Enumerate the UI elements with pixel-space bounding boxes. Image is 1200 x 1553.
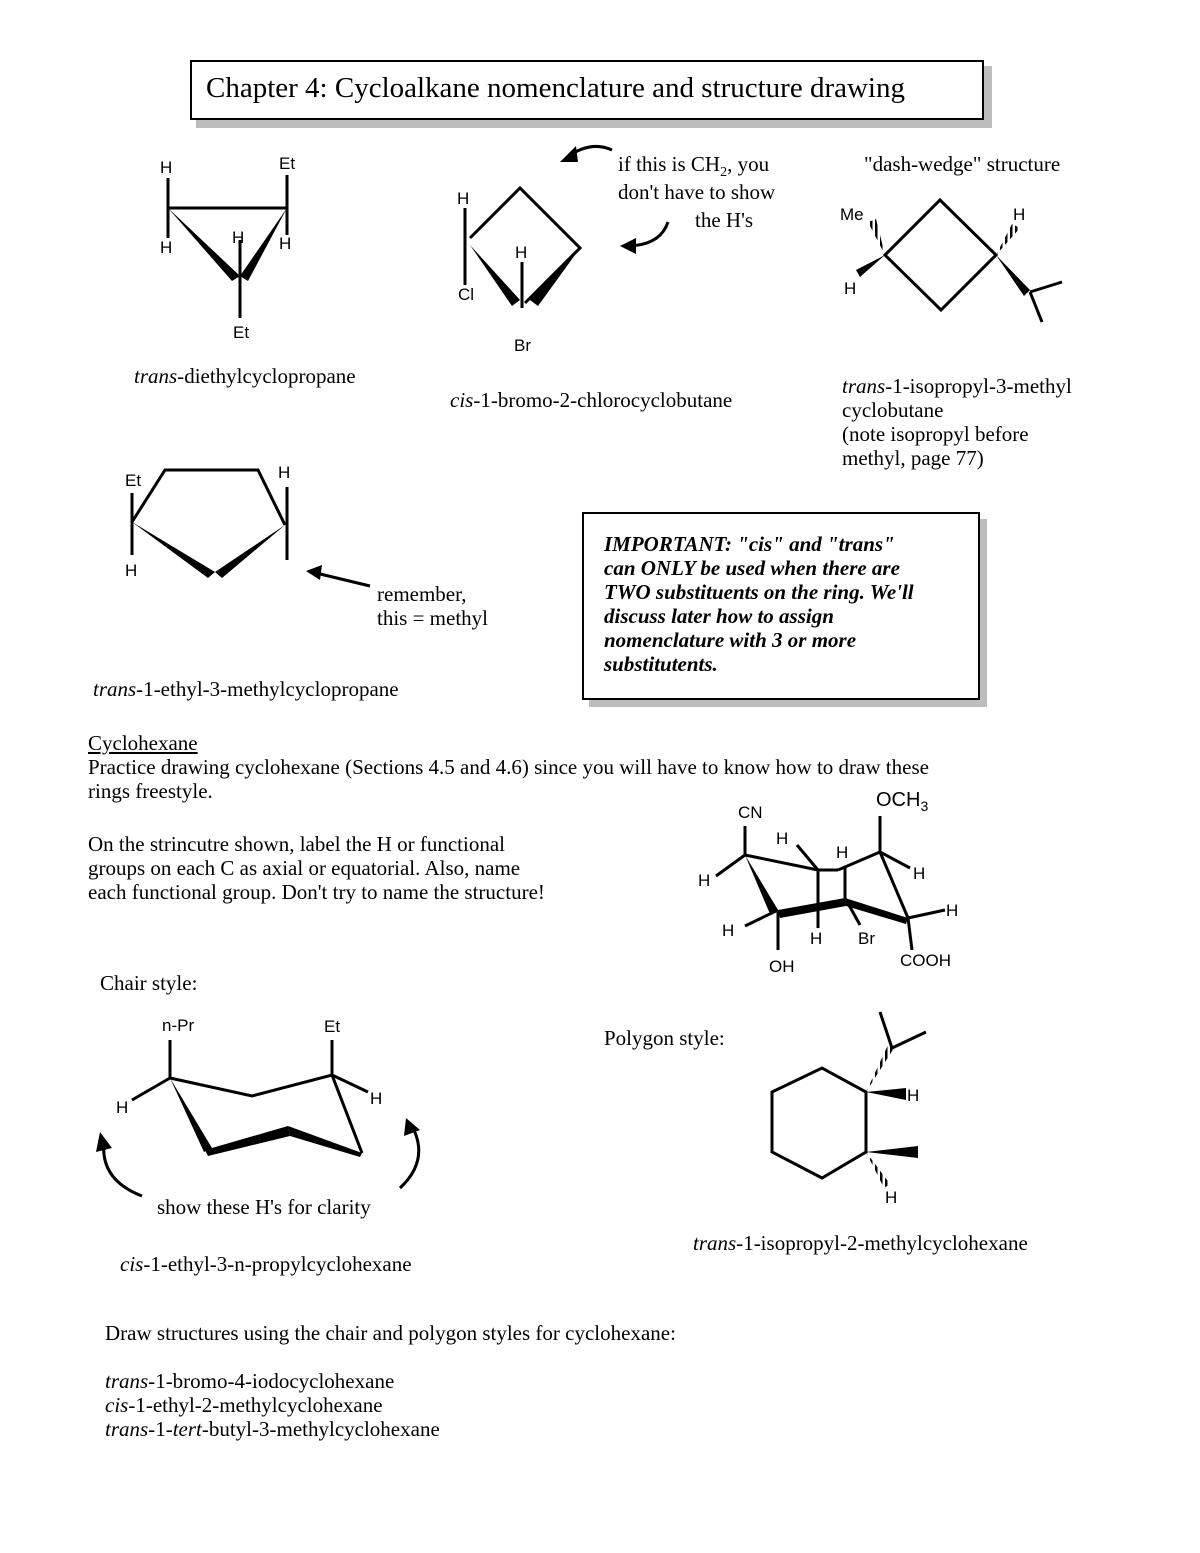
chair-h1: H (776, 829, 789, 848)
chair-och3-pre: OCH (876, 789, 921, 811)
cyclopropane-structure (168, 175, 287, 318)
polygon-style-name (693, 1231, 1028, 1256)
cyclopentane-structure (132, 470, 370, 586)
polygon-style-h-bottom: H (885, 1188, 898, 1207)
dash-wedge-name-line2: cyclobutane (842, 398, 944, 422)
chair-cn: CN (738, 803, 763, 822)
chair-h2: H (836, 843, 849, 862)
dash-wedge-name-line4: methyl, page 77) (842, 446, 984, 470)
chair-style-heading: Chair style: (100, 971, 198, 995)
cyclobutane-name-rest: 1-bromo-2-chlorocyclobutane (480, 388, 733, 412)
exercise-item3-rest: -butyl-3-methylcyclohexane (201, 1417, 440, 1441)
cyclopropane-h-right: H (279, 234, 292, 253)
important-text (604, 532, 974, 676)
label-line3: each functional group. Don't try to name the structure! (88, 880, 545, 904)
label-line2: groups on each C as axial or equatorial. Also, name (88, 856, 521, 880)
exercise-item3 (105, 1417, 676, 1441)
chair-h3: H (698, 871, 711, 890)
cyclobutane-name (450, 388, 732, 413)
cyclobutane-h-inner: H (515, 243, 528, 262)
exercise-item2 (105, 1393, 676, 1417)
methyl-note-line2: this = methyl (377, 606, 489, 630)
cyclopentane-name-prefix: trans- (93, 677, 144, 701)
page-title: Chapter 4: Cycloalkane nomenclature and structure drawing (206, 72, 905, 104)
cyclopropane-name-rest: diethylcyclopropane (184, 364, 356, 388)
cyclopropane-et-top: Et (279, 154, 296, 173)
dash-wedge-heading: "dash-wedge" structure (864, 152, 1061, 176)
label-line1: On the strincutre shown, label the H or functional (88, 832, 505, 856)
chair-cooh: COOH (900, 951, 951, 970)
dash-wedge-me: Me (840, 205, 864, 224)
cyclopropane-h-mid: H (232, 228, 245, 247)
polygon-style-name-rest: 1-isopropyl-2-methylcyclohexane (743, 1231, 1028, 1255)
exercise-item1-prefix: trans- (105, 1369, 156, 1393)
chair-style-et: Et (324, 1017, 341, 1036)
chair-oh: OH (769, 957, 795, 976)
chair-h5: H (946, 901, 959, 920)
cyclohexane-heading: Cyclohexane (88, 731, 198, 755)
exercise-section (105, 1321, 676, 1441)
cyclopentane-name-rest: 1-ethyl-3-methylcyclopropane (143, 677, 399, 701)
chair-style-npr: n-Pr (162, 1016, 195, 1035)
exercise-item2-rest: 1-ethyl-2-methylcyclohexane (135, 1393, 383, 1417)
cyclopropane-et-bottom: Et (233, 323, 250, 342)
chair-och3 (876, 789, 928, 814)
chair-h4: H (913, 864, 926, 883)
cyclobutane-br: Br (514, 336, 531, 355)
cyclopentane-h-right: H (278, 463, 291, 482)
ch2-note-post: , you (727, 152, 770, 176)
exercise-item3-tert: tert (172, 1417, 202, 1441)
exercise-item3-prefix: trans- (105, 1417, 156, 1441)
dash-wedge-h-left: H (844, 279, 857, 298)
practice-line1: Practice drawing cyclohexane (Sections 4.5 and 4.6) since you will have to know how to draw these (88, 755, 929, 779)
exercise-item3-pre: 1- (155, 1417, 173, 1441)
chair-style-note: show these H's for clarity (157, 1195, 371, 1219)
important-line2: can ONLY be used when there are (604, 556, 900, 580)
polygon-style-h-top: H (907, 1086, 920, 1105)
dash-wedge-name-rest: 1-isopropyl-3-methyl (892, 374, 1072, 398)
cyclopropane-name-prefix: trans- (134, 364, 185, 388)
label-instructions (88, 832, 545, 904)
ch2-note-line1 (618, 152, 769, 181)
dash-wedge-name-line1 (842, 374, 1072, 398)
cyclohexane-section (88, 731, 929, 803)
chair-style-name (120, 1252, 412, 1277)
exercise-intro: Draw structures using the chair and polygon styles for cyclohexane: (105, 1321, 676, 1345)
exercise-item1-rest: 1-bromo-4-iodocyclohexane (155, 1369, 395, 1393)
ch2-note-line3: the H's (695, 208, 754, 232)
exercise-item2-prefix: cis- (105, 1393, 136, 1417)
cyclopentane-et: Et (125, 471, 142, 490)
important-line3: TWO substituents on the ring. We'll (604, 580, 914, 604)
chair-h7: H (810, 929, 823, 948)
ch2-note-sub: 2 (720, 165, 728, 181)
cyclobutane-name-prefix: cis- (450, 388, 481, 412)
practice-line2: rings freestyle. (88, 779, 213, 803)
chair-h6: H (722, 921, 735, 940)
important-box (582, 512, 980, 700)
dash-wedge-structure (856, 200, 1062, 322)
dash-wedge-name-prefix: trans- (842, 374, 893, 398)
substituted-chair-structure (716, 816, 945, 950)
cyclopropane-name (134, 364, 356, 389)
important-line4: discuss later how to assign (604, 604, 834, 628)
chair-style-structure (96, 1040, 420, 1196)
cyclobutane-cl: Cl (458, 285, 475, 304)
exercise-spacer (105, 1345, 676, 1369)
dash-wedge-h-right: H (1013, 205, 1026, 224)
cyclopropane-h-left: H (160, 238, 173, 257)
exercise-item1 (105, 1369, 676, 1393)
cyclopropane-h-top: H (160, 158, 173, 177)
chair-style-name-prefix: cis- (120, 1252, 151, 1276)
chair-style-name-rest: 1-ethyl-3-n-propylcyclohexane (150, 1252, 412, 1276)
ch2-note-pre: if this is CH (618, 152, 721, 176)
polygon-style-name-prefix: trans- (693, 1231, 744, 1255)
methyl-note-line1: remember, (377, 582, 467, 606)
ch2-note-line2: don't have to show (618, 180, 776, 204)
important-line5: nomenclature with 3 or more (604, 628, 857, 652)
cyclopentane-h-left: H (125, 561, 138, 580)
chair-och3-sub: 3 (920, 798, 929, 814)
chair-style-h-right: H (370, 1089, 383, 1108)
polygon-style-structure (772, 1012, 926, 1188)
dash-wedge-name (842, 374, 1072, 470)
chair-br: Br (858, 929, 875, 948)
cyclopentane-name (93, 677, 399, 702)
dash-wedge-name-line3: (note isopropyl before (842, 422, 1029, 446)
polygon-style-heading: Polygon style: (604, 1026, 725, 1050)
important-line1: IMPORTANT: "cis" and "trans" (604, 532, 895, 556)
chair-style-h-left: H (116, 1098, 129, 1117)
important-line6: substitutents. (604, 652, 718, 676)
cyclobutane-h-top: H (457, 189, 470, 208)
